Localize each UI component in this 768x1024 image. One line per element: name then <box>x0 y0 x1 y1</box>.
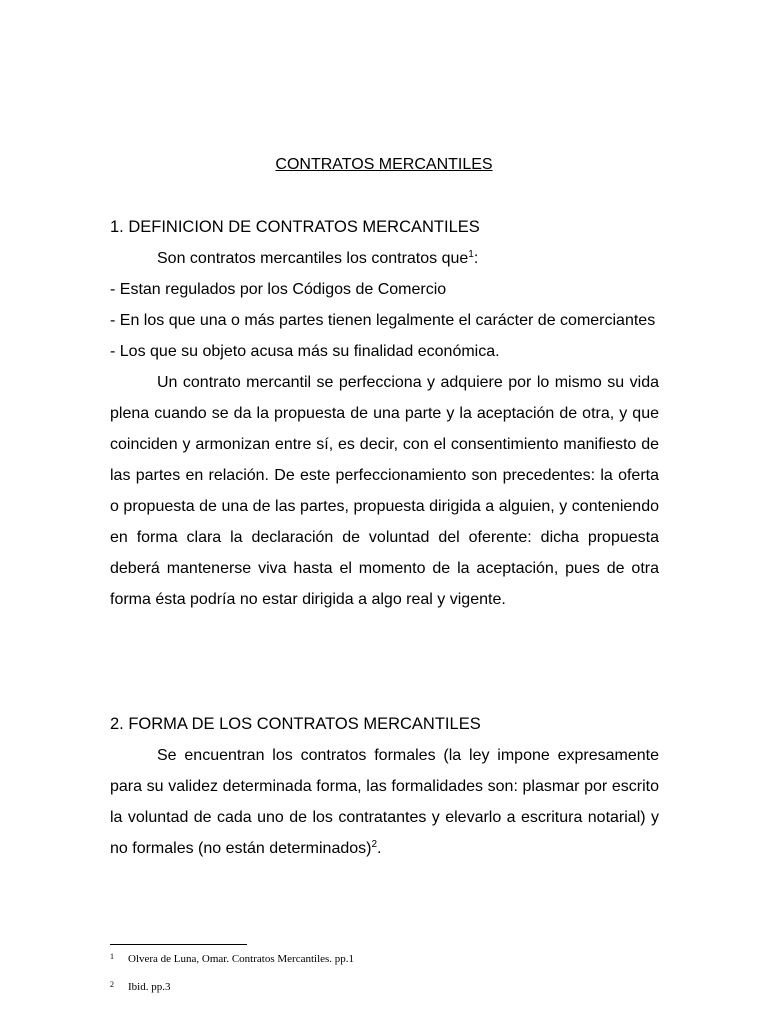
section-heading-forma: 2. FORMA DE LOS CONTRATOS MERCANTILES <box>110 715 481 733</box>
footnote-ref-2[interactable]: 2 <box>371 839 378 850</box>
footnote-text: Olvera de Luna, Omar. Contratos Mercantiles. pp.1 <box>128 953 355 965</box>
definition-intro-text: Son contratos mercantiles los contratos que <box>157 250 469 267</box>
footnote-2 <box>110 978 170 994</box>
forma-paragraph <box>110 740 659 864</box>
footnote-text: Ibid. pp.3 <box>128 981 171 993</box>
forma-paragraph-text: Se encuentran los contratos formales (la ley impone expresamente para su validez determinada forma, las formalidades son: plasmar por escrito la voluntad de cada uno de los contratantes y elevarlo a escritura notarial) y no formales (no están determinados) <box>110 747 659 857</box>
list-item: - Estan regulados por los Códigos de Comercio <box>110 281 447 298</box>
list-item: - Los que su objeto acusa más su finalidad económica. <box>110 343 500 360</box>
footnote-1 <box>110 950 354 966</box>
definition-paragraph: Un contrato mercantil se perfecciona y adquiere por lo mismo su vida plena cuando se da la propuesta de una parte y la aceptación de otra, y que coinciden y armonizan entre sí, es decir, con el consentimiento manifiesto de las partes en relación. De este perfeccionamiento son precedentes: la oferta o propuesta de una de las partes, propuesta dirigida a alguien, y conteniendo en forma clara la declaración de voluntad del oferente: dicha propuesta deberá mantenerse viva hasta el momento de la aceptación, pues de otra forma ésta podría no estar dirigida a algo real y vigente. <box>110 374 659 608</box>
definition-intro <box>110 243 659 274</box>
footnote-divider <box>110 944 247 945</box>
list-item: - En los que una o más partes tienen legalmente el carácter de comerciantes <box>110 312 656 329</box>
document-title: CONTRATOS MERCANTILES <box>275 156 493 173</box>
footnote-number: 2 <box>110 980 114 989</box>
section-forma <box>110 709 659 864</box>
footnote-number: 1 <box>110 952 114 961</box>
section-definicion <box>110 212 659 615</box>
footnote-ref-1[interactable]: 1 <box>468 249 474 260</box>
forma-paragraph-suffix: . <box>377 840 382 857</box>
section-heading-definicion: 1. DEFINICION DE CONTRATOS MERCANTILES <box>110 218 480 236</box>
definition-intro-suffix: : <box>473 250 479 267</box>
